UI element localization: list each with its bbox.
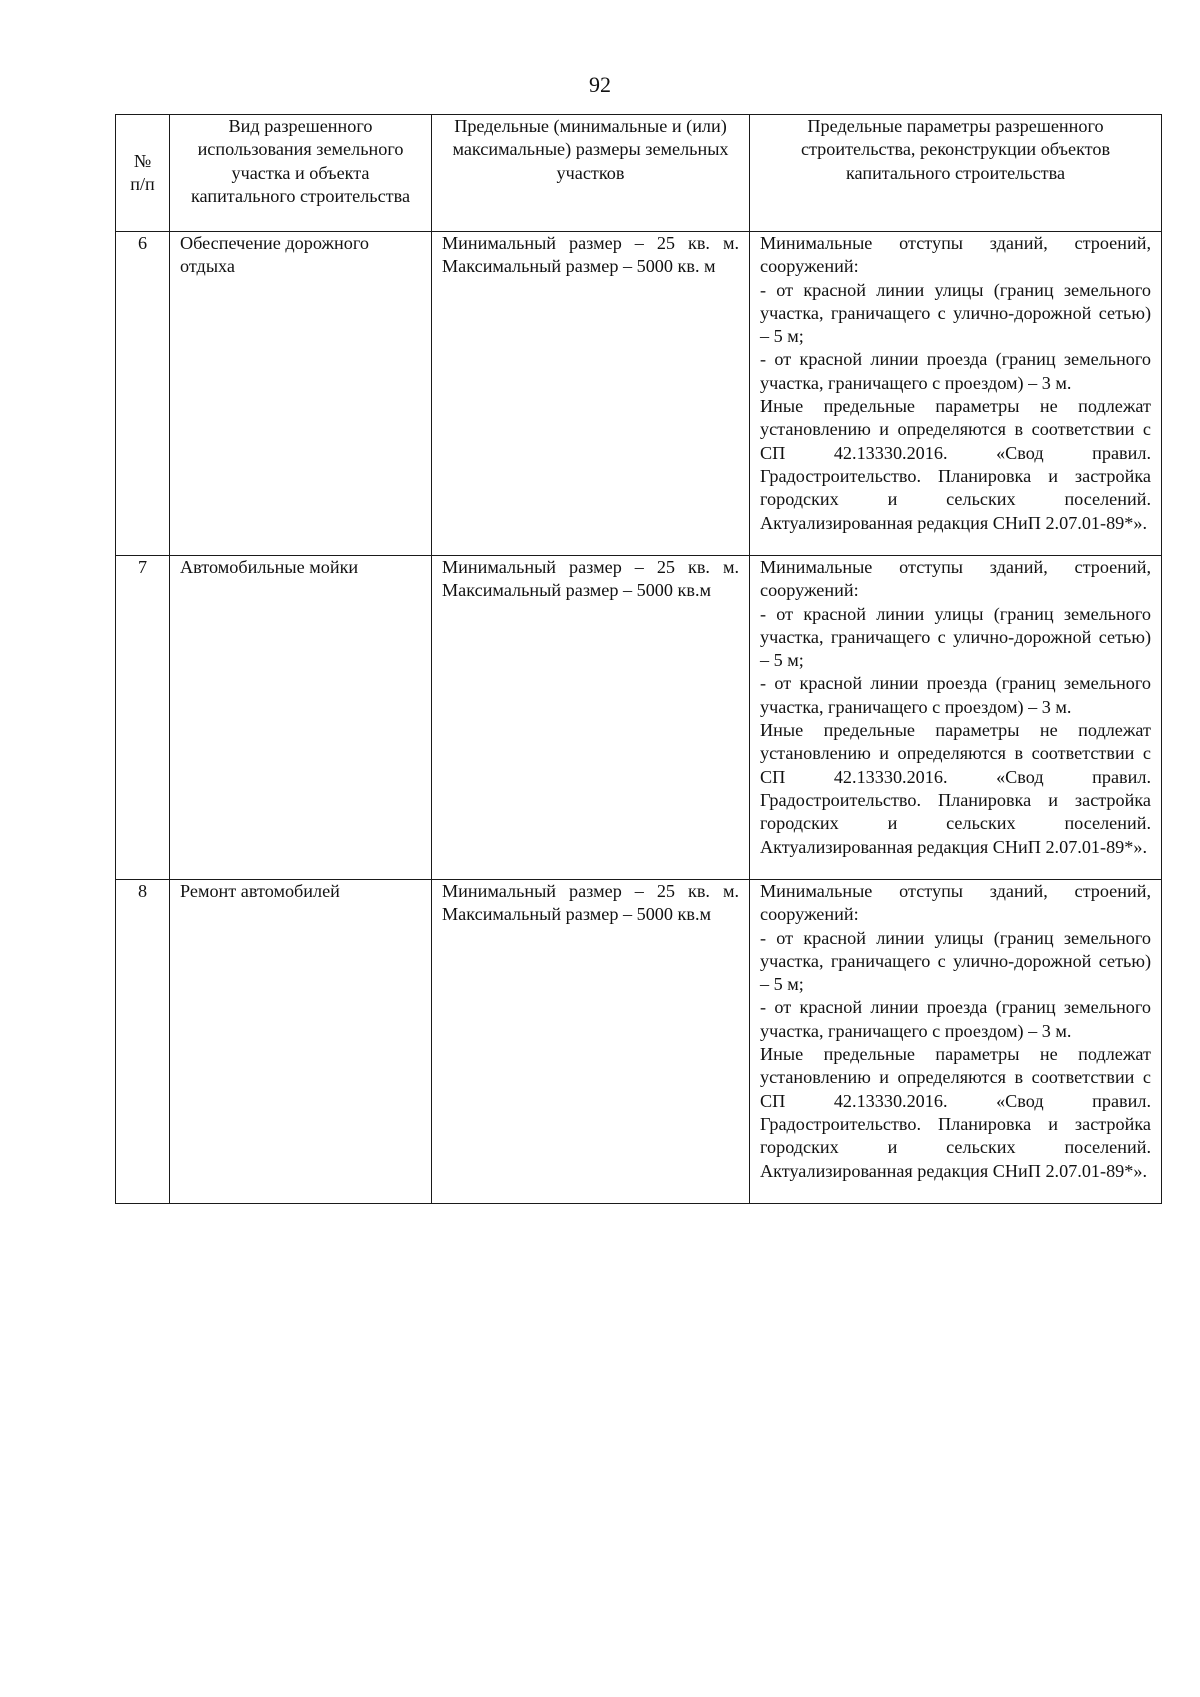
row-number: 6 bbox=[116, 232, 170, 556]
row-number: 7 bbox=[116, 556, 170, 880]
construction-parameters bbox=[750, 556, 1162, 880]
setback-street: - от красной линии улицы (границ земельного участка, граничащего с улично-дорожной сетью) – 5 м; bbox=[760, 603, 1151, 671]
permitted-use: Автомобильные мойки bbox=[170, 556, 432, 880]
setback-driveway: - от красной линии проезда (границ земельного участка, граничащего с проездом) – 3 м. bbox=[760, 997, 1151, 1041]
setback-street: - от красной линии улицы (границ земельного участка, граничащего с улично-дорожной сетью) – 5 м; bbox=[760, 927, 1151, 995]
setback-driveway: - от красной линии проезда (границ земельного участка, граничащего с проездом) – 3 м. bbox=[760, 673, 1151, 717]
row-number: 8 bbox=[116, 880, 170, 1204]
header-plot-size-limits: Предельные (минимальные и (или) максимальные) размеры земельных участков bbox=[432, 115, 750, 232]
other-parameters: Иные предельные параметры не подлежат установлению и определяются в соответствии с СП 42.13330.2016. «Свод правил. Градостроительство. Планировка и застройка городских и сельских поселений. Актуализированная редакция СНиП 2.07.01-89*». bbox=[760, 1044, 1151, 1181]
plot-size: Минимальный размер – 25 кв. м. Максимальный размер – 5000 кв.м bbox=[432, 880, 750, 1204]
plot-size: Минимальный размер – 25 кв. м. Максимальный размер – 5000 кв. м bbox=[432, 232, 750, 556]
construction-parameters bbox=[750, 232, 1162, 556]
page-number: 92 bbox=[589, 72, 611, 97]
other-parameters: Иные предельные параметры не подлежат установлению и определяются в соответствии с СП 42.13330.2016. «Свод правил. Градостроительство. Планировка и застройка городских и сельских поселений. Актуализированная редакция СНиП 2.07.01-89*». bbox=[760, 396, 1151, 533]
permitted-use: Ремонт автомобилей bbox=[170, 880, 432, 1204]
table-row bbox=[116, 880, 1162, 1204]
permitted-use: Обеспечение дорожного отдыха bbox=[170, 232, 432, 556]
header-number-sign: № bbox=[133, 150, 152, 171]
header-permitted-use: Вид разрешенного использования земельного участка и объекта капитального строительства bbox=[170, 115, 432, 232]
setback-intro: Минимальные отступы зданий, строений, сооружений: bbox=[760, 881, 1151, 925]
other-parameters: Иные предельные параметры не подлежат установлению и определяются в соответствии с СП 42.13330.2016. «Свод правил. Градостроительство. Планировка и застройка городских и сельских поселений. Актуализированная редакция СНиП 2.07.01-89*». bbox=[760, 720, 1151, 857]
plot-size: Минимальный размер – 25 кв. м. Максимальный размер – 5000 кв.м bbox=[432, 556, 750, 880]
header-number-abbr: п/п bbox=[130, 174, 155, 194]
header-number bbox=[116, 115, 170, 232]
header-construction-parameters: Предельные параметры разрешенного строительства, реконструкции объектов капитального строительства bbox=[750, 115, 1162, 232]
table-row bbox=[116, 232, 1162, 556]
table-row bbox=[116, 556, 1162, 880]
setback-intro: Минимальные отступы зданий, строений, сооружений: bbox=[760, 233, 1151, 277]
land-use-parameters-table bbox=[115, 114, 1162, 1204]
setback-intro: Минимальные отступы зданий, строений, сооружений: bbox=[760, 557, 1151, 601]
table-header-row bbox=[116, 115, 1162, 232]
setback-driveway: - от красной линии проезда (границ земельного участка, граничащего с проездом) – 3 м. bbox=[760, 349, 1151, 393]
construction-parameters bbox=[750, 880, 1162, 1204]
setback-street: - от красной линии улицы (границ земельного участка, граничащего с улично-дорожной сетью) – 5 м; bbox=[760, 279, 1151, 347]
